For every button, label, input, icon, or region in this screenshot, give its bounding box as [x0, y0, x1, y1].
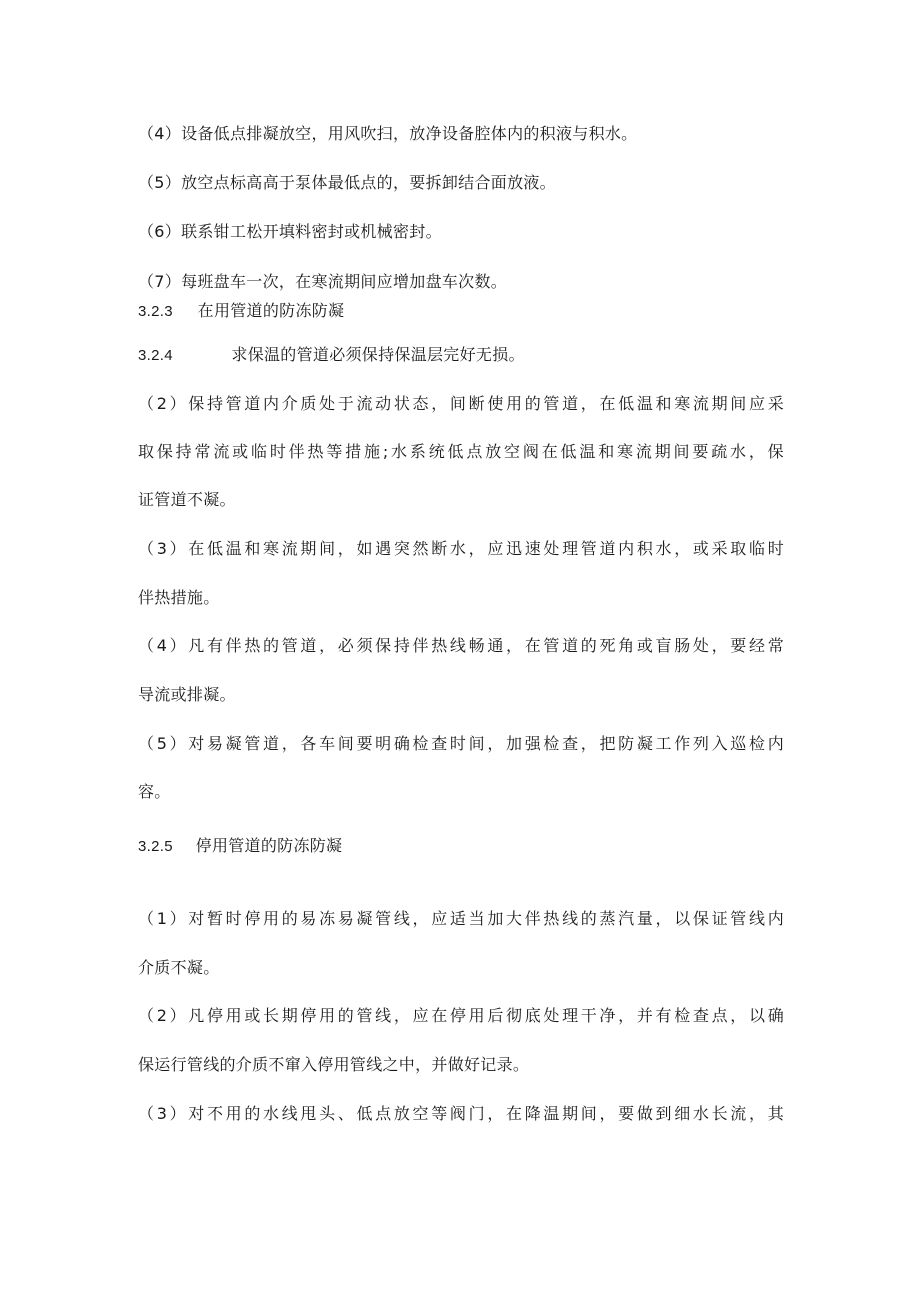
paragraph-3-line-2: 伴热措施。 — [138, 588, 220, 607]
section-number: 3.2.5 — [138, 838, 173, 855]
list-item-5: （5）放空点标高高于泵体最低点的，要拆卸结合面放液。 — [138, 173, 556, 192]
paragraph-5-line-1: （5）对易凝管道，各车间要明确检查时间，加强检查，把防凝工作列入巡检内 — [138, 734, 784, 753]
paragraph-2-line-1: （2）保持管道内介质处于流动状态，间断使用的管道，在低温和寒流期间应采 — [138, 394, 784, 413]
section-number: 3.2.4 — [138, 347, 173, 364]
section-title: 求保温的管道必须保持保温层完好无损。 — [231, 345, 525, 364]
list-item-7: （7）每班盘车一次，在寒流期间应增加盘车次数。 — [138, 272, 508, 291]
section-heading-3-2-4 — [138, 345, 525, 366]
list-item-6: （6）联系钳工松开填料密封或机械密封。 — [138, 222, 442, 241]
section-heading-3-2-5 — [138, 836, 342, 857]
section-title: 在用管道的防冻防凝 — [197, 301, 345, 320]
paragraph-2-line-2: 取保持常流或临时伴热等措施;水系统低点放空阀在低温和寒流期间要疏水，保 — [138, 442, 784, 461]
stop-paragraph-2-line-1: （2）凡停用或长期停用的管线，应在停用后彻底处理干净，并有检查点，以确 — [138, 1006, 784, 1025]
list-item-4: （4）设备低点排凝放空，用风吹扫，放净设备腔体内的积液与积水。 — [138, 124, 638, 143]
section-heading-3-2-3 — [138, 301, 344, 322]
paragraph-3-line-1: （3）在低温和寒流期间，如遇突然断水，应迅速处理管道内积水，或采取临时 — [138, 539, 784, 558]
section-number: 3.2.3 — [138, 303, 173, 320]
stop-paragraph-3-line-1: （3）对不用的水线甩头、低点放空等阀门，在降温期间，要做到细水长流，其 — [138, 1104, 784, 1123]
stop-paragraph-1-line-2: 介质不凝。 — [138, 958, 220, 977]
stop-paragraph-2-line-2: 保运行管线的介质不窜入停用管线之中，并做好记录。 — [138, 1055, 530, 1074]
paragraph-5-line-2: 容。 — [138, 782, 171, 801]
paragraph-4-line-2: 导流或排凝。 — [138, 685, 236, 704]
paragraph-2-line-3: 证管道不凝。 — [138, 490, 236, 509]
paragraph-4-line-1: （4）凡有伴热的管道，必须保持伴热线畅通，在管道的死角或盲肠处，要经常 — [138, 636, 784, 655]
stop-paragraph-1-line-1: （1）对暂时停用的易冻易凝管线，应适当加大伴热线的蒸汽量，以保证管线内 — [138, 909, 784, 928]
section-title: 停用管道的防冻防凝 — [195, 836, 343, 855]
